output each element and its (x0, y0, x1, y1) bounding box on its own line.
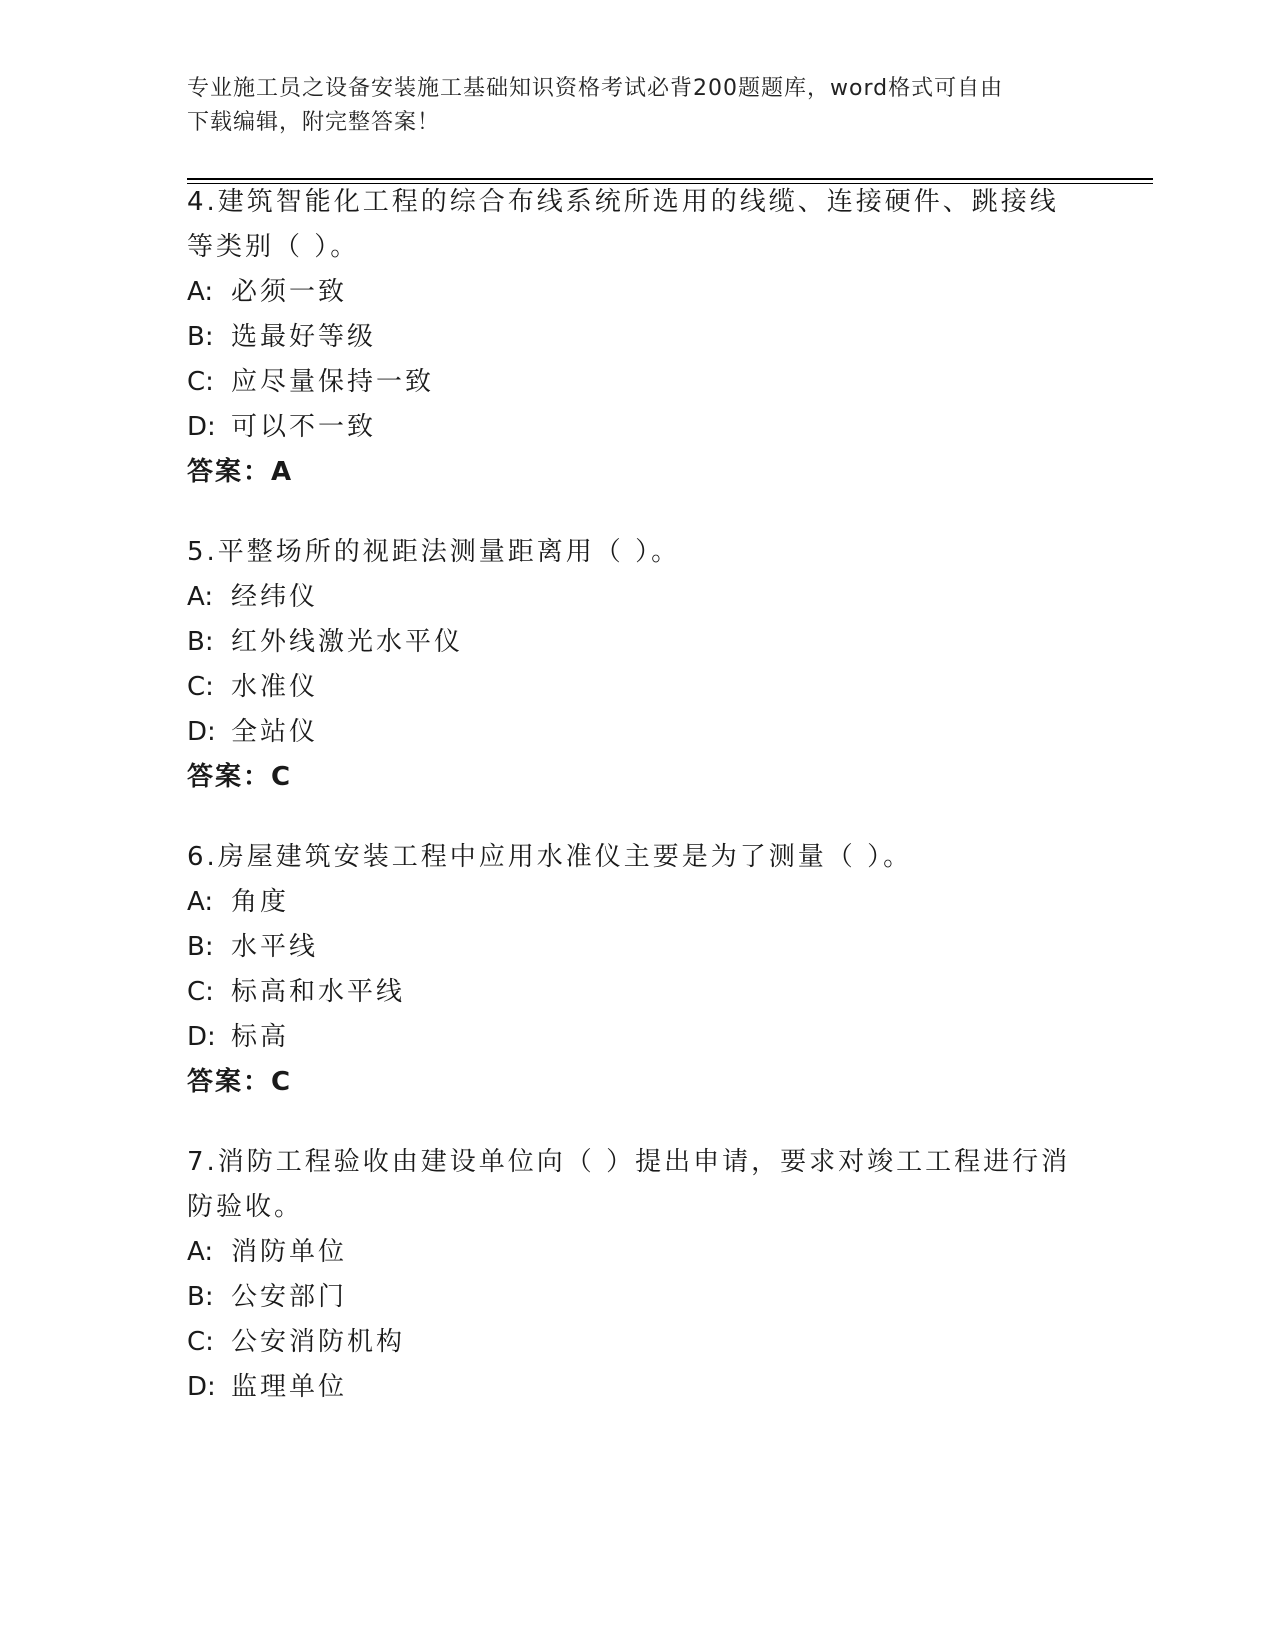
question-stem-line: 防验收。 (187, 1192, 304, 1222)
option-key: A: (187, 887, 214, 917)
option-text: 水准仪 (231, 672, 319, 702)
question-6 (187, 835, 1087, 1105)
option-b (187, 1275, 1087, 1320)
header-line-2: 下载编辑，附完整答案！ (187, 110, 441, 135)
option-c (187, 360, 1087, 405)
option-c (187, 665, 1087, 710)
option-key: D: (187, 412, 216, 442)
option-key: B: (187, 932, 214, 962)
option-key: C: (187, 672, 214, 702)
option-text: 经纬仪 (231, 582, 319, 612)
answer-line: 答案：A (187, 457, 294, 487)
option-text: 水平线 (231, 932, 319, 962)
option-d (187, 405, 1087, 450)
option-d (187, 1015, 1087, 1060)
option-key: A: (187, 1237, 214, 1267)
question-stem-line: 6.房屋建筑安装工程中应用水准仪主要是为了测量（ ）。 (187, 842, 913, 872)
option-d (187, 1365, 1087, 1410)
option-text: 标高 (231, 1022, 290, 1052)
header-line-1: 专业施工员之设备安装施工基础知识资格考试必背200题题库，word格式可自由 (187, 76, 1004, 101)
answer-line: 答案：C (187, 762, 293, 792)
option-key: A: (187, 277, 214, 307)
option-text: 选最好等级 (231, 322, 377, 352)
option-key: B: (187, 1282, 214, 1312)
option-text: 可以不一致 (231, 412, 377, 442)
option-text: 消防单位 (231, 1237, 348, 1267)
question-5 (187, 530, 1087, 800)
question-7 (187, 1140, 1087, 1410)
option-key: C: (187, 1327, 214, 1357)
option-a (187, 1230, 1087, 1275)
option-key: C: (187, 367, 214, 397)
option-d (187, 710, 1087, 755)
option-text: 角度 (231, 887, 290, 917)
option-text: 公安消防机构 (231, 1327, 406, 1357)
question-stem-line: 4.建筑智能化工程的综合布线系统所选用的线缆、连接硬件、跳接线 (187, 187, 1059, 217)
option-a (187, 270, 1087, 315)
option-b (187, 315, 1087, 360)
option-key: D: (187, 717, 216, 747)
option-text: 公安部门 (231, 1282, 348, 1312)
option-key: B: (187, 627, 214, 657)
option-a (187, 880, 1087, 925)
option-c (187, 970, 1087, 1015)
option-key: A: (187, 582, 214, 612)
option-text: 监理单位 (231, 1372, 348, 1402)
option-key: D: (187, 1022, 216, 1052)
option-text: 全站仪 (231, 717, 319, 747)
option-b (187, 925, 1087, 970)
option-a (187, 575, 1087, 620)
question-stem-line: 7.消防工程验收由建设单位向（ ）提出申请，要求对竣工工程进行消 (187, 1147, 1071, 1177)
option-key: D: (187, 1372, 216, 1402)
option-text: 标高和水平线 (231, 977, 406, 1007)
option-text: 红外线激光水平仪 (231, 627, 464, 657)
question-stem-line: 5.平整场所的视距法测量距离用（ ）。 (187, 537, 681, 567)
option-b (187, 620, 1087, 665)
option-c (187, 1320, 1087, 1365)
option-text: 必须一致 (231, 277, 348, 307)
question-4 (187, 180, 1087, 495)
option-text: 应尽量保持一致 (231, 367, 435, 397)
question-stem-line: 等类别（ ）。 (187, 232, 360, 262)
answer-line: 答案：C (187, 1067, 293, 1097)
option-key: C: (187, 977, 214, 1007)
document-header (187, 72, 1087, 140)
option-key: B: (187, 322, 214, 352)
